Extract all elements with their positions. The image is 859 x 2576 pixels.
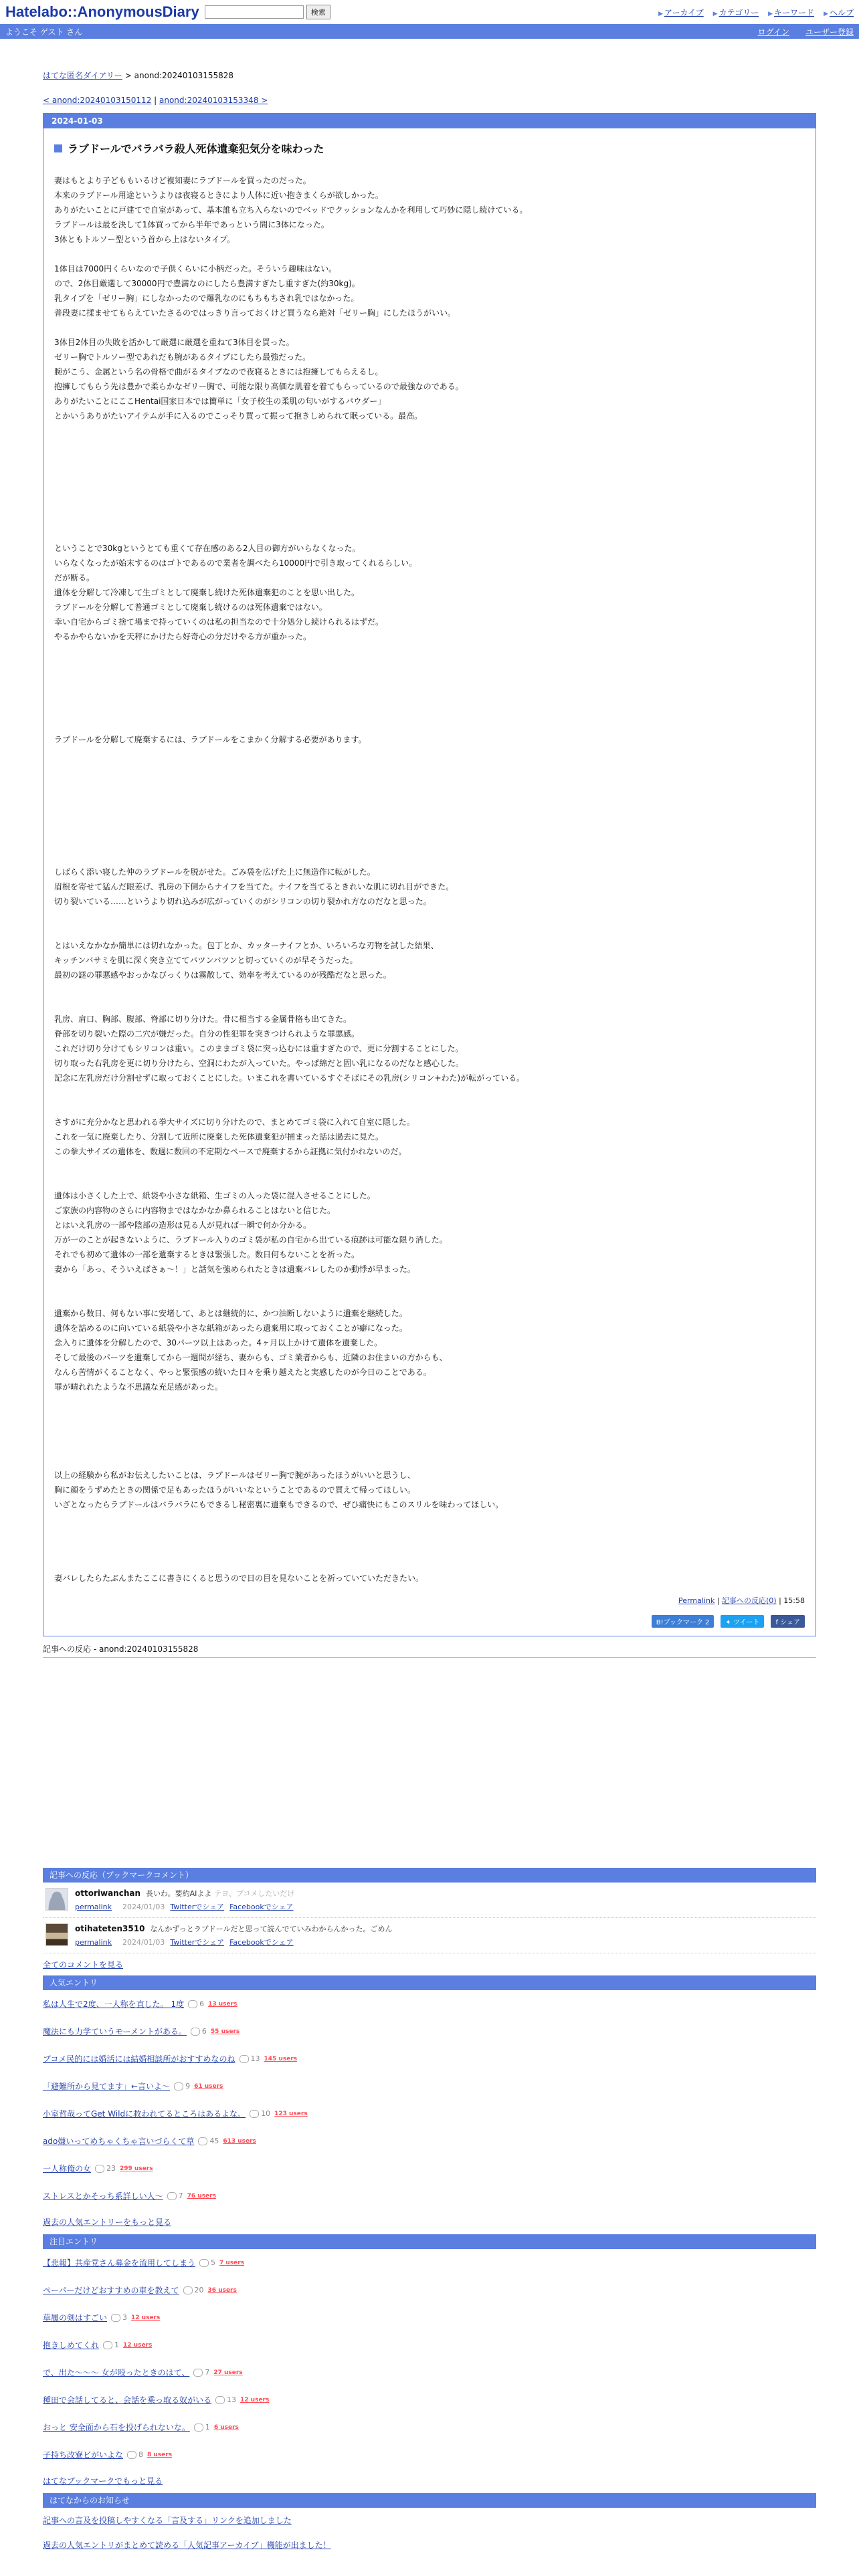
entry-line: これだけ切り分けてもシリコンは重い。このままゴミ袋に突っ込むには重すぎたので、更に分割することにした。	[54, 1044, 464, 1053]
search-button[interactable]: 検索	[306, 5, 330, 19]
entry-line	[54, 1174, 805, 1188]
list-item	[43, 2100, 816, 2127]
entry-time: 15:58	[783, 1596, 805, 1605]
day-box	[43, 113, 816, 1636]
users-badge[interactable]: 613 users	[223, 2137, 256, 2145]
list-item	[43, 2249, 816, 2276]
fb-label: シェア	[780, 1619, 800, 1626]
users-badge[interactable]: 12 users	[131, 2314, 161, 2321]
entry-link[interactable]: 草履の剣はすごい	[43, 2313, 108, 2323]
entry-line: これを一気に廃棄したり、分割して近所に廃棄した死体遺棄犯が捕まった話は過去に見た。	[54, 1132, 384, 1142]
entry-line: ラブドールを分解して廃棄するには、ラブドールをこまかく分解する必要があります。	[54, 735, 367, 744]
entry-line: 記念に左乳房だけ分割せずに取っておくことにした。いまこれを書いているすぐそばにその乳房(シリコン+わた)が転がっている。	[54, 1073, 525, 1083]
breadcrumb-current: anond:20240103155828	[134, 71, 234, 80]
comment-count	[95, 2164, 116, 2173]
bird-icon: ✦	[725, 1619, 733, 1626]
comment-bubble-icon	[183, 2286, 193, 2294]
entry-line	[54, 247, 805, 261]
entry-line: 胸に顔をうずめたときの関係で足もあったほうがいいなということであるので買えて帰ってほしい。	[54, 1485, 415, 1495]
entry-line: 普段妻に揉ませてもらえていたさるのではっきり言っておくけど買うなら絶対「ゼリー胸」にしたほうがいい。	[54, 308, 456, 318]
entry-line: 1体目は7000円くらいなので子供くらいに小柄だった。そういう趣味はない。	[54, 264, 337, 274]
entry-line: ご家族の内容物のさらに内容物まではなかなか鼻られることはないと信じた。	[54, 1206, 336, 1215]
entry-line: 遺体を詰めるのに向いている紙袋や小さな紙箱があったら遺棄用に取っておくことが癖になった。	[54, 1323, 407, 1333]
comment-bubble-icon	[167, 2192, 177, 2200]
list-item	[43, 2072, 816, 2100]
bookmark-comments-section	[43, 1868, 816, 1970]
entry-line: 万が一のことが起きないように、ラブドール入りのゴミ袋が私の自宅から出ている痕跡は可能な限り消した。	[54, 1235, 448, 1245]
comment-bubble-icon	[215, 2396, 225, 2404]
comment-count	[240, 2054, 260, 2063]
avatar[interactable]	[45, 1888, 68, 1911]
notice-header: はてなからのお知らせ	[43, 2493, 816, 2508]
entry-link[interactable]: ブコメ民的には婚活には結婚相談所がおすすめなのね	[43, 2054, 235, 2064]
comment-bubble-icon	[198, 2137, 207, 2145]
entry-line: 乳タイプを「ゼリー胸」にしなかったので爆乳なのにもちもちされ乳ではなかった。	[54, 294, 359, 303]
reactions-link[interactable]: 記事への反応(0)	[722, 1596, 777, 1605]
entry-line	[54, 982, 805, 997]
all-comments-link[interactable]: 全てのコメントを見る	[43, 1960, 124, 1969]
entry-line	[54, 688, 805, 703]
comment-count	[127, 2450, 143, 2459]
entry-line	[54, 1159, 805, 1174]
entry-line	[54, 659, 805, 673]
main-content	[43, 39, 816, 2557]
entry-line	[54, 909, 805, 924]
entry-line: 妻はもとより子どももいるけど複知妻にラブドールを買ったのだった。	[54, 176, 311, 185]
entry-line: 抱擁してもらう先は豊かで柔らかなゼリー胸で、可能な限り高価な肌着を着てもらっているので最強なのである。	[54, 382, 464, 391]
entry-link[interactable]: 私は人生で2度、一人称を直した。 1度	[43, 2000, 185, 2009]
next-entry-link[interactable]: anond:20240103153348 >	[159, 96, 268, 105]
entry-line	[54, 776, 805, 791]
hatena-bookmark-button[interactable]: B!ブックマーク 2	[652, 1615, 714, 1628]
entry-line: ありがたいことにここHentai国家日本では簡単に「女子校生の柔肌の匂いがするパウダー」	[54, 397, 386, 406]
popular-section	[43, 1975, 816, 2234]
comment-count	[188, 2000, 204, 2008]
register-link[interactable]: ユーザー登録	[805, 27, 854, 37]
comment-count-value: 6	[201, 2027, 207, 2036]
entry-line: 乳房、肩口、胸部、腹部、脊部に切り分けた。骨に相当する金属骨格も出てきた。	[54, 1014, 352, 1024]
list-item	[43, 2331, 816, 2359]
entry-link[interactable]: ペーパーだけどおすすめの車を教えて	[43, 2286, 179, 2295]
comment-item	[43, 1883, 816, 1918]
site-logo[interactable]: Hatelabo::AnonymousDiary	[5, 3, 199, 20]
comment-count-value: 1	[114, 2341, 120, 2349]
entry-line: なんら苦情がくることなく、やっと緊張感の続いた日々を乗り越えたと実感したのが今日のことである。	[54, 1368, 432, 1377]
notice-link[interactable]: 過去の人気エントリがまとめて読める「人気記事アーカイブ」機能が出ました！	[43, 2541, 331, 2550]
archive-link[interactable]: ▶ アーカイブ	[658, 7, 704, 18]
keyword-link[interactable]: ▶ キーワード	[768, 7, 814, 18]
comment-text: 長いわ。要約AIよよ	[146, 1889, 212, 1898]
entry-line: キッチンバサミを肌に深く突き立ててバツンバツンと切っていくのが早そうだった。	[54, 956, 358, 965]
top-header	[0, 0, 859, 24]
entry-line	[54, 1394, 805, 1409]
share-buttons	[54, 1615, 805, 1628]
entry-line: 3体ともトルソー型という首から上はないタイプ。	[54, 235, 235, 244]
entry-line: 遺体を分解して冷凍して生ゴミとして廃棄し続けた死体遺棄犯のことを思い出した。	[54, 588, 360, 597]
users-badge[interactable]: 27 users	[213, 2369, 243, 2376]
entry-line	[54, 1556, 805, 1571]
comment-bubble-icon	[191, 2028, 200, 2036]
list-item	[43, 2304, 816, 2331]
entry-line	[54, 1527, 805, 1541]
entry-line	[54, 1409, 805, 1424]
entry-line: やるかやらないかを天秤にかけたら好奇心の分だけやる方が重かった。	[54, 632, 312, 641]
comment-user[interactable]: ottoriwanchan	[75, 1889, 141, 1898]
users-badge[interactable]: 36 users	[207, 2286, 237, 2294]
entry-line: 切り裂いている……というより切れ込みが広がっていくのがシリコンの切り裂かれ方なのだなと思った。	[54, 897, 432, 906]
tweet-label: ツイート	[733, 1619, 760, 1626]
list-item	[43, 2018, 816, 2045]
title-square-icon	[54, 144, 62, 152]
entry-line: ゼリー胸でトルソー型であれだも腕があるタイプにしたら最強だった。	[54, 352, 311, 362]
entry-line	[54, 1438, 805, 1453]
entry-line	[54, 835, 805, 850]
entry-line: 切り取った右乳房を更に切り分けたら、空洞にわたが入っていた。やっぱ綿だと固い乳になるのだなと感心した。	[54, 1059, 464, 1068]
users-badge[interactable]: 7 users	[219, 2259, 245, 2266]
entry-line	[54, 791, 805, 806]
comment-text: なんかずっとラブドールだと思って読んでていみわからんかった。ごめん	[150, 1925, 393, 1933]
entry-title-text: ラブドールでバラバラ殺人死体遺棄犯気分を味わった	[68, 142, 324, 155]
entry-line: 最初の謎の罪悪感やおっかなびっくりは霧散して、効率を考えているのが残酷だなと思った。	[54, 970, 391, 980]
list-item	[43, 2155, 816, 2182]
breadcrumb-sep: >	[122, 71, 134, 80]
comment-count-value: 5	[211, 2258, 216, 2267]
entry-line: 念入りに遺体を分解したので、30パーツ以上はあった。4ヶ月以上かけて遺体を遺棄した。	[54, 1338, 383, 1348]
entry-line: 遺体は小さくした上で、紙袋や小さな紙箱、生ゴミの入った袋に混入させることにした。	[54, 1191, 375, 1200]
notable-list	[43, 2249, 816, 2468]
entry-line: 遺棄から数日、何もない事に安堵して、あとは継続的に、かつ油断しないように遺棄を継続した。	[54, 1309, 407, 1318]
entry-link[interactable]: 子持ち改寮ビがいよな	[43, 2450, 124, 2460]
list-item	[43, 2386, 816, 2413]
comment-twitter-share[interactable]: Twitterでシェア	[170, 1938, 225, 1947]
entry-line: ので、2体目厳選して30000円で豊満なのにしたら豊満すぎたし重すぎた(約30kg)。	[54, 279, 360, 288]
entry-line: ありがたいことに戸建てで自室があって、基本誰も立ち入らないのでベッドでクッションなんかを利用して巧妙に隠し続けている。	[54, 205, 528, 215]
comment-bubble-icon	[194, 2424, 203, 2432]
comment-bubble-icon	[111, 2314, 120, 2322]
entry-line: 3体目2体目の失敗を活かして厳選に厳選を重ねて3体目を買った。	[54, 338, 294, 347]
entry-link[interactable]: ストレスとかそっち系詳しい人〜	[43, 2191, 163, 2201]
notable-more-link[interactable]: はてなブックマークでもっと見る	[43, 2476, 163, 2486]
entry-link[interactable]: 魔法にも力学ていうモーメントがある。	[43, 2027, 187, 2036]
entry-line: 以上の経験から私がお伝えしたいことは、ラブドールはゼリー胸で腕があったほうがいいと思うし、	[54, 1471, 415, 1480]
entry-line	[54, 423, 805, 438]
bookmark-comments-header: 記事への反応（ブックマークコメント）	[43, 1868, 816, 1883]
comment-count-value: 20	[194, 2286, 204, 2294]
comment-count-value: 9	[185, 2082, 191, 2090]
category-link[interactable]: ▶ カテゴリー	[713, 7, 759, 18]
user-bar	[0, 24, 859, 39]
comment-count-value: 7	[205, 2368, 210, 2377]
users-badge[interactable]: 61 users	[194, 2082, 223, 2090]
entry-line: 妻から「あっ、そういえばさぁ〜！」と話気を強められたときは遺棄バレしたのか動悸が早まった。	[54, 1265, 415, 1274]
prev-entry-link[interactable]: < anond:20240103150112	[43, 96, 152, 105]
breadcrumb-home[interactable]: はてな匿名ダイアリー	[43, 71, 122, 80]
entry-line	[54, 526, 805, 541]
entry-line	[54, 718, 805, 732]
comment-count	[191, 2027, 207, 2036]
comment-bubble-icon	[199, 2259, 209, 2267]
comment-date: 2024/01/03	[122, 1938, 165, 1947]
entry-line	[54, 438, 805, 453]
entry-line: 腕がこう、金属という名の骨格で曲がるタイプなので夜寝るときには抱擁してもらえるし。	[54, 367, 383, 377]
notice-link[interactable]: 記事への言及を投稿しやすくなる「言及する」リンクを追加しました	[43, 2516, 292, 2525]
comment-count-value: 6	[199, 2000, 205, 2008]
entry-line	[54, 512, 805, 526]
comment-permalink[interactable]: permalink	[75, 1903, 112, 1911]
entry-line: だが断る。	[54, 573, 95, 582]
users-badge[interactable]: 299 users	[120, 2165, 153, 2172]
entry-line: とはいえなかなか簡単には切れなかった。包丁とか、カッターナイフとか、いろいろな刃物を試した結果、	[54, 941, 439, 950]
avatar[interactable]	[45, 1923, 68, 1946]
comment-permalink[interactable]: permalink	[75, 1938, 112, 1947]
entry-line	[54, 1424, 805, 1438]
entry-link[interactable]: 一人称俺の女	[43, 2164, 92, 2173]
entry-footer: Permalink | 記事への反応(0) | 15:58	[678, 1596, 805, 1605]
entry-line: ということで30kgというとても重くて存在感のある2人目の御方がいらなくなった。	[54, 544, 361, 553]
entry-line	[54, 673, 805, 688]
welcome-text: ようこそ ゲスト さん	[5, 27, 83, 37]
prev-next-nav	[43, 96, 816, 105]
entry-line	[54, 1541, 805, 1556]
entry-line: 本来のラブドール用途というよりは夜寝るときにより人体に近い抱きまくらが欲しかった。	[54, 191, 383, 200]
facebook-share-button[interactable]	[771, 1615, 805, 1628]
comment-bubble-icon	[95, 2165, 104, 2173]
top-links	[658, 7, 854, 18]
comment-count	[174, 2082, 190, 2090]
entry-line	[54, 747, 805, 762]
entry-link[interactable]: おっと 安全面から石を投げられないな。	[43, 2423, 190, 2432]
entry-line	[54, 1291, 805, 1306]
tweet-button[interactable]	[721, 1615, 764, 1628]
prevnext-sep: |	[151, 96, 159, 105]
entry	[43, 128, 816, 1636]
entry-line: それでも初めて遺体の一部を遺棄するときは緊張した。数日何もないことを祈った。	[54, 1250, 360, 1259]
users-badge[interactable]: 145 users	[264, 2055, 298, 2062]
entry-line	[54, 1453, 805, 1468]
users-badge[interactable]: 8 users	[147, 2451, 173, 2458]
entry-line: そして最後のパーツを遺棄してから一週間が経ち、妻からも、ゴミ業者からも、近隣のお住まいの方からも、	[54, 1353, 448, 1362]
entry-line: とはいえ乳房の一部や陰部の造形は見る人が見れば一瞬で何か分かる。	[54, 1220, 312, 1230]
list-item	[43, 2276, 816, 2304]
entry-link[interactable]: 【悲報】共産党さん募金を流用してしまう	[43, 2258, 196, 2268]
notice-section	[43, 2493, 816, 2557]
users-badge[interactable]: 55 users	[210, 2028, 240, 2035]
entry-line: ラブドールを分解して普通ゴミとして廃棄し続けるのは死体遺棄ではない。	[54, 603, 327, 612]
comment-count	[167, 2191, 183, 2200]
login-link[interactable]: ログイン	[757, 27, 789, 37]
comment-count	[111, 2313, 127, 2322]
entry-line: この拳大サイズの遺体を、数週に数回の不定期なペースで廃棄するから証拠に気付かれないのだ。	[54, 1147, 407, 1156]
entry-line	[54, 467, 805, 482]
list-item	[43, 2413, 816, 2441]
comment-count	[250, 2109, 270, 2118]
popular-header: 人気エントリ	[43, 1975, 816, 1990]
comment-count-value: 45	[209, 2137, 219, 2145]
entry-line	[54, 821, 805, 835]
comment-bubble-icon	[250, 2110, 259, 2118]
comment-count	[193, 2368, 209, 2377]
entry-line	[54, 1085, 805, 1100]
reaction-line: 記事への反応 - anond:20240103155828	[43, 1636, 816, 1658]
facebook-icon: f	[775, 1619, 781, 1626]
comment-bubble-icon	[240, 2055, 249, 2063]
entry-line	[54, 703, 805, 718]
entry-link[interactable]: 種田で会話してると、会話を乗っ取る奴がいる	[43, 2395, 212, 2405]
entry-line: とかいうありがたいアイテムが手に入るのでこっそり買って振って抱きしめられて眠っている。最高。	[54, 411, 423, 421]
entry-line: しばらく添い寝した仲のラブドールを脱がせた。ごみ袋を広げた上に無造作に転がした。	[54, 867, 375, 877]
comment-count-value: 7	[178, 2191, 183, 2200]
comment-item	[43, 1918, 816, 1953]
users-badge[interactable]: 76 users	[187, 2192, 216, 2199]
entry-body	[54, 173, 805, 1586]
entry-line	[54, 482, 805, 497]
entry-line	[54, 1277, 805, 1291]
entry-title	[54, 140, 805, 156]
entry-line: 幸い自宅からゴミ捨て場まで持っていくのは私の担当なので十分処分し続けられるはずだ。	[54, 617, 384, 627]
entry-link[interactable]: で、出た〜〜〜 女が殴ったときのはて、	[43, 2368, 190, 2377]
comment-bubble-icon	[193, 2369, 203, 2377]
entry-line: いざとなったらラブドールはバラバラにもできるし秘密裏に遺棄もできるので、ぜひ痛快にもこのスリルを味わってほしい。	[54, 1500, 504, 1509]
entry-line	[54, 644, 805, 659]
list-item	[43, 2045, 816, 2072]
comment-user[interactable]: otihateten3510	[75, 1924, 145, 1933]
list-item	[43, 2359, 816, 2386]
comment-count-value: 13	[250, 2054, 260, 2063]
entry-line: さすがに充分かなと思われる拳大サイズに切り分けたので、まとめてゴミ袋に入れて自室に隠した。	[54, 1117, 415, 1127]
entry-line	[54, 762, 805, 776]
comment-count-value: 10	[261, 2109, 271, 2118]
entry-line	[54, 806, 805, 821]
entry-line: 罪が晴れれたような不思議な充足感があった。	[54, 1382, 223, 1392]
entry-line	[54, 1100, 805, 1115]
comment-count-value: 23	[106, 2164, 116, 2173]
entry-line: 眉根を寄せて猛んだ眼差げ、乳房の下側からナイフを当てた。ナイフを当てるときれいな肌に切れ目ができた。	[54, 882, 454, 891]
notable-header: 注目エントリ	[43, 2234, 816, 2249]
list-item	[43, 2127, 816, 2155]
comment-count	[215, 2395, 236, 2404]
entry-line: いらなくなったが始末するのはゴトであるので業者を調べたら10000円で引き取ってくれるらしい。	[54, 558, 417, 568]
entry-line	[54, 850, 805, 865]
comment-bubble-icon	[174, 2082, 183, 2090]
comment-count	[183, 2286, 204, 2294]
popular-list	[43, 1990, 816, 2210]
comment-count	[198, 2137, 219, 2145]
comment-bubble-icon	[103, 2341, 112, 2349]
entry-line: 妻バレしたらたぶんまたここに書きにくると思うので日の目を見ないことを祈っていていただきたい。	[54, 1574, 424, 1583]
entry-link[interactable]: 「避難所から見てます」←言いよ〜	[43, 2082, 171, 2091]
entry-line: 脊部を切り裂いた際の二穴が嫌だった。自分の性犯罪を突きつけられような罪悪感。	[54, 1029, 360, 1039]
list-item	[43, 1990, 816, 2018]
entry-line	[54, 997, 805, 1012]
popular-more-link[interactable]: 過去の人気エントリーをもっと見る	[43, 2218, 172, 2227]
ad-space	[43, 1658, 816, 1858]
permalink-link[interactable]: Permalink	[678, 1596, 715, 1605]
notable-section	[43, 2234, 816, 2493]
entry-line	[54, 924, 805, 938]
comment-facebook-share[interactable]: Facebookでシェア	[229, 1938, 294, 1947]
comment-count-value: 8	[138, 2450, 144, 2459]
entry-link[interactable]: ado嫌いってめちゃくちゃ言いづらくて草	[43, 2137, 195, 2146]
day-header: 2024-01-03	[43, 114, 816, 128]
comment-bubble-icon	[127, 2451, 136, 2459]
users-badge[interactable]: 6 users	[213, 2424, 239, 2431]
list-item	[43, 2441, 816, 2468]
entry-line	[54, 1512, 805, 1527]
entry-link[interactable]: 小室哲哉ってGet Wildに救われてるところはあるよな。	[43, 2109, 246, 2119]
help-link[interactable]: ▶ ヘルプ	[824, 7, 854, 18]
comment-count	[194, 2423, 210, 2432]
comment-count	[199, 2258, 215, 2267]
entry-line	[54, 497, 805, 512]
breadcrumb	[43, 70, 816, 81]
comment-facebook-share[interactable]: Facebookでシェア	[229, 1903, 294, 1911]
comment-twitter-share[interactable]: Twitterでシェア	[170, 1903, 225, 1911]
comment-faded-text: テヨ、ブコメしたいだけ	[214, 1889, 295, 1898]
list-item	[43, 2182, 816, 2210]
users-badge[interactable]: 13 users	[208, 2000, 237, 2008]
users-badge[interactable]: 12 users	[240, 2396, 270, 2403]
users-badge[interactable]: 12 users	[123, 2341, 153, 2349]
search-input[interactable]	[205, 5, 304, 19]
comment-bubble-icon	[188, 2000, 197, 2008]
comment-count	[103, 2341, 119, 2349]
comment-count-value: 1	[205, 2423, 210, 2432]
entry-line	[54, 453, 805, 467]
comment-date: 2024/01/03	[122, 1903, 165, 1911]
users-badge[interactable]: 123 users	[274, 2110, 308, 2117]
entry-line	[54, 320, 805, 335]
comment-count-value: 3	[122, 2313, 128, 2322]
entry-link[interactable]: 抱きしめてくれ	[43, 2341, 100, 2350]
comment-count-value: 13	[227, 2395, 237, 2404]
entry-line: ラブドールは最を決して1体買ってから半年であっという間に3体になった。	[54, 220, 329, 229]
